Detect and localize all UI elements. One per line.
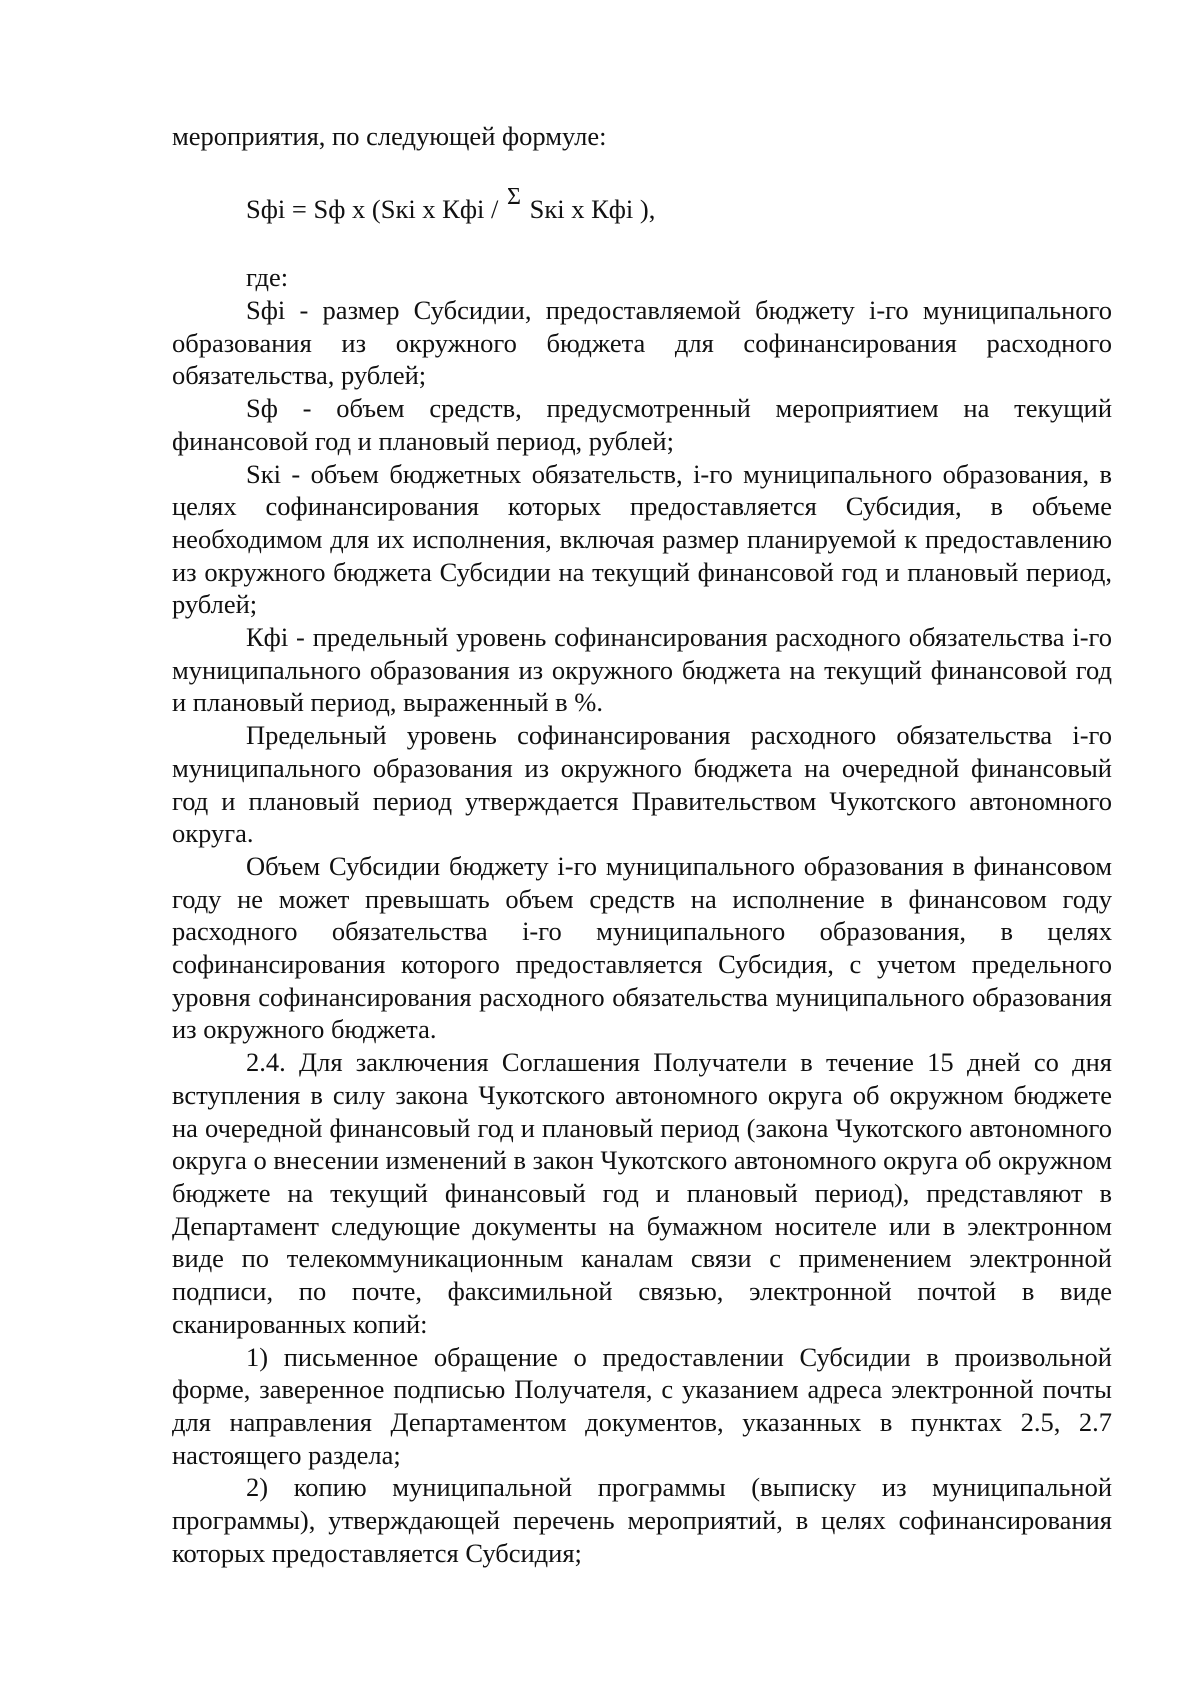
formula (246, 184, 656, 227)
paragraph-ski-definition: Sкi - объем бюджетных обязательств, i-го муниципального образования, в целях софинансирования которых предоставляется Субсидия, в объеме необходимом для их исполнения, включая размер планируемой к предоставлению из окружного бюджета Субсидии на текущий финансовой год и плановый период, рублей; (172, 458, 1112, 620)
paragraph-item-2: 2) копию муниципальной программы (выписку из муниципальной программы), утверждающей перечень мероприятий, в целях софинансирования которых предоставляется Субсидия; (172, 1472, 1112, 1568)
body-text (172, 294, 1112, 1569)
intro-line: мероприятия, по следующей формуле: (172, 121, 607, 151)
paragraph-kfi-definition: Кфi - предельный уровень софинансирования расходного обязательства i-го муниципального образования из окружного бюджета на текущий финансовой год и плановый период, выраженный в %. (172, 622, 1112, 718)
where-label: где: (246, 262, 289, 292)
paragraph-sfi-definition: Sфi - размер Субсидии, предоставляемой бюджету i-го муниципального образования из окружного бюджета для софинансирования расходного обязательства, рублей; (172, 295, 1112, 391)
formula-left: Sфi = Sф х (Sкi х Кфi / (246, 194, 505, 224)
paragraph-item-1: 1) письменное обращение о предоставлении Субсидии в произвольной форме, заверенное подписью Получателя, с указанием адреса электронной почты для направления Департаментом документов, указанных в пунктах 2.5, 2.7 настоящего раздела; (172, 1341, 1112, 1470)
formula-right: Sкi х Кфi ), (522, 194, 656, 224)
sigma-symbol: Σ (507, 184, 521, 210)
paragraph-section-2-4: 2.4. Для заключения Соглашения Получатели в течение 15 дней со дня вступления в силу закона Чукотского автономного округа об окружном бюджете на очередной финансовый год и плановый период (закона Чукотского автономного округа о внесении изменений в закон Чукотского автономного округа об окружном бюджете на текущий финансовый год и плановый период), представляют в Департамент следующие документы на бумажном носителе или в электронном виде по телекоммуникационным каналам связи с применением электронной подписи, по почте, факсимильной связью, электронной почтой в виде сканированных копий: (172, 1047, 1112, 1339)
paragraph-limit-level: Предельный уровень софинансирования расходного обязательства i-го муниципального образования из окружного бюджета на очередной финансовый год и плановый период утверждается Правительством Чукотского автономного округа. (172, 720, 1112, 849)
paragraph-subsidy-volume: Объем Субсидии бюджету i-го муниципального образования в финансовом году не может превышать объем средств на исполнение в финансовом году расходного обязательства i-го муниципального образования, в целях софинансирования которого предоставляется Субсидия, с учетом предельного уровня софинансирования расходного обязательства муниципального образования из окружного бюджета. (172, 850, 1112, 1045)
paragraph-sf-definition: Sф - объем средств, предусмотренный мероприятием на текущий финансовой год и плановый период, рублей; (172, 393, 1112, 456)
